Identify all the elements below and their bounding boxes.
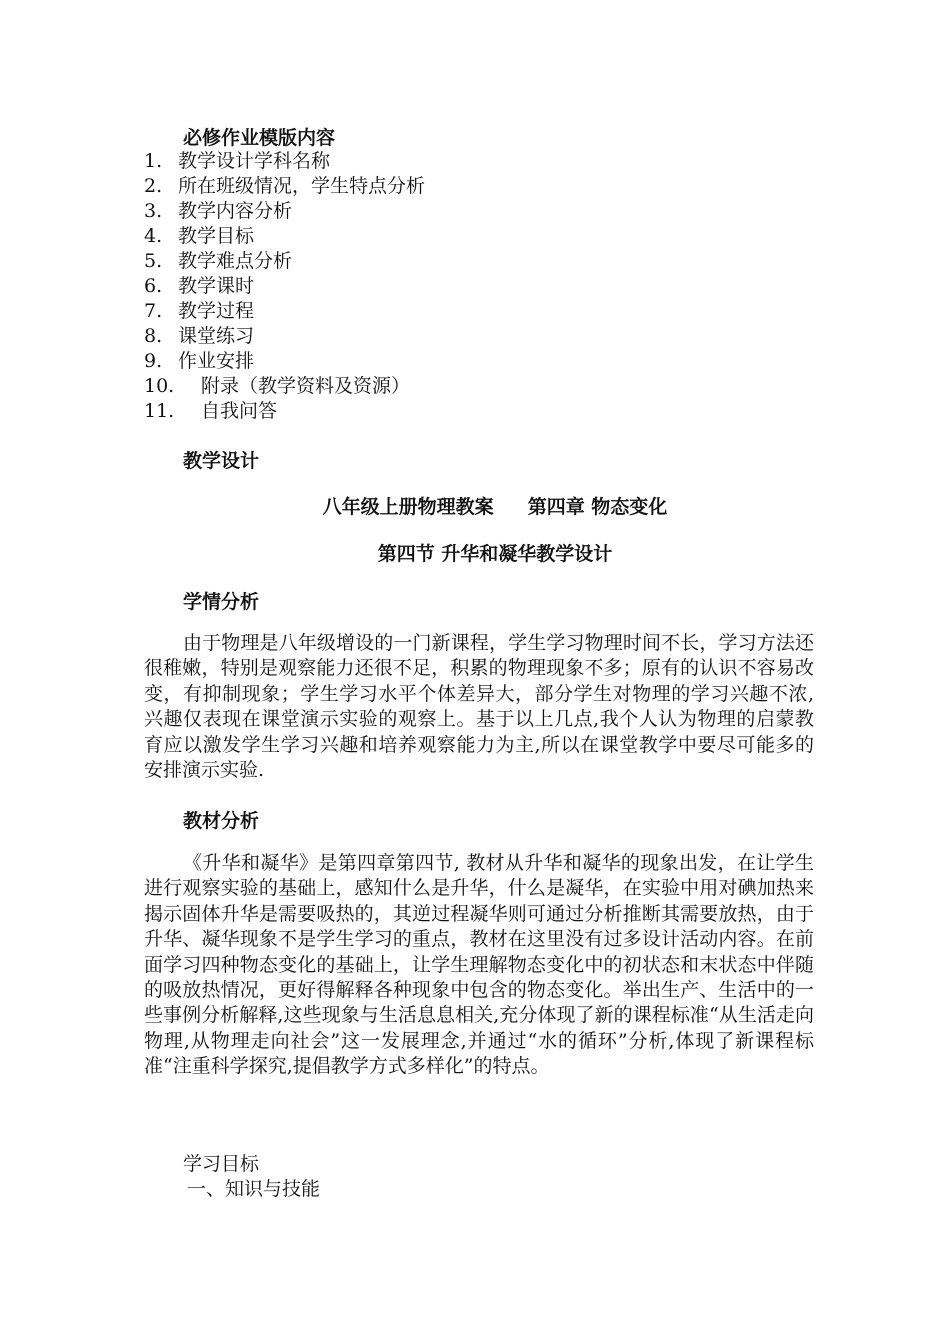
learning-goals-heading: 学习目标 [183,1153,260,1175]
template-heading: 必修作业模版内容 [183,127,336,149]
list-item-number: 9. [144,350,163,372]
list-item [144,374,425,399]
list-item-label: 课堂练习 [178,325,255,347]
design-heading: 教学设计 [183,450,260,472]
list-item [144,299,425,324]
list-item [144,174,425,199]
list-item-number: 7. [144,300,163,322]
list-item-label: 自我问答 [201,400,278,422]
list-item [144,224,425,249]
list-item [144,274,425,299]
list-item-label: 教学难点分析 [178,250,293,272]
list-item [144,149,425,174]
list-item-number: 2. [144,175,163,197]
list-item-number: 6. [144,275,163,297]
template-list [144,149,425,424]
list-item [144,349,425,374]
list-item-number: 3. [144,200,163,222]
student-analysis-heading: 学情分析 [183,591,260,613]
knowledge-skills-heading: 一、知识与技能 [187,1178,321,1200]
list-item-label: 所在班级情况，学生特点分析 [178,175,426,197]
title-chapter: 第四章 物态变化 [527,496,668,518]
list-item-label: 教学过程 [178,300,255,322]
list-item [144,199,425,224]
list-item-label: 教学课时 [178,275,255,297]
list-item-label: 作业安排 [178,350,255,372]
student-analysis-paragraph: 由于物理是八年级增设的一门新课程，学生学习物理时间不长，学习方法还很稚嫩，特别是观察能力还很不足，积累的物理现象不多；原有的认识不容易改变，有抑制现象；学生学习水平个体差异大，部分学生对物理的学习兴趣不浓,兴趣仅表现在课堂演示实验的观察上。基于以上几点,我个人认为物理的启蒙教育应以激发学生学习兴趣和培养观察能力为主,所以在课堂教学中要尽可能多的安排演示实验. [144,632,814,782]
list-item-label: 教学内容分析 [178,200,293,222]
list-item-number: 10. [144,375,175,397]
list-item-label: 教学设计学科名称 [178,150,331,172]
list-item [144,324,425,349]
list-item-number: 4. [144,225,163,247]
list-item [144,399,425,424]
list-item [144,249,425,274]
list-item-number: 1. [144,150,163,172]
document-title [0,492,950,519]
document-subtitle: 第四节 升华和凝华教学设计 [377,543,613,565]
list-item-number: 11. [144,400,175,422]
list-item-number: 8. [144,325,163,347]
textbook-analysis-paragraph: 《升华和凝华》是第四章第四节, 教材从升华和凝华的现象出发，在让学生进行观察实验的基础上，感知什么是升华，什么是凝华，在实验中用对碘加热来揭示固体升华是需要吸热的，其逆过程凝华则可通过分析推断其需要放热，由于升华、凝华现象不是学生学习的重点，教材在这里没有过多设计活动内容。在前面学习四种物态变化的基础上，让学生理解物态变化中的初状态和末状态中伴随的吸放热情况，更好得解释各种现象中包含的物态变化。举出生产、生活中的一些事例分析解释,这些现象与生活息息相关,充分体现了新的课程标准“从生活走向物理,从物理走向社会”这一发展理念,并通过“水的循环”分析,体现了新课程标准“注重科学探究,提倡教学方式多样化”的特点。 [144,852,814,1078]
list-item-label: 教学目标 [178,225,255,247]
list-item-label: 附录（教学资料及资源） [201,375,411,397]
list-item-number: 5. [144,250,163,272]
textbook-analysis-heading: 教材分析 [183,810,260,832]
title-course: 八年级上册物理教案 [322,496,494,518]
